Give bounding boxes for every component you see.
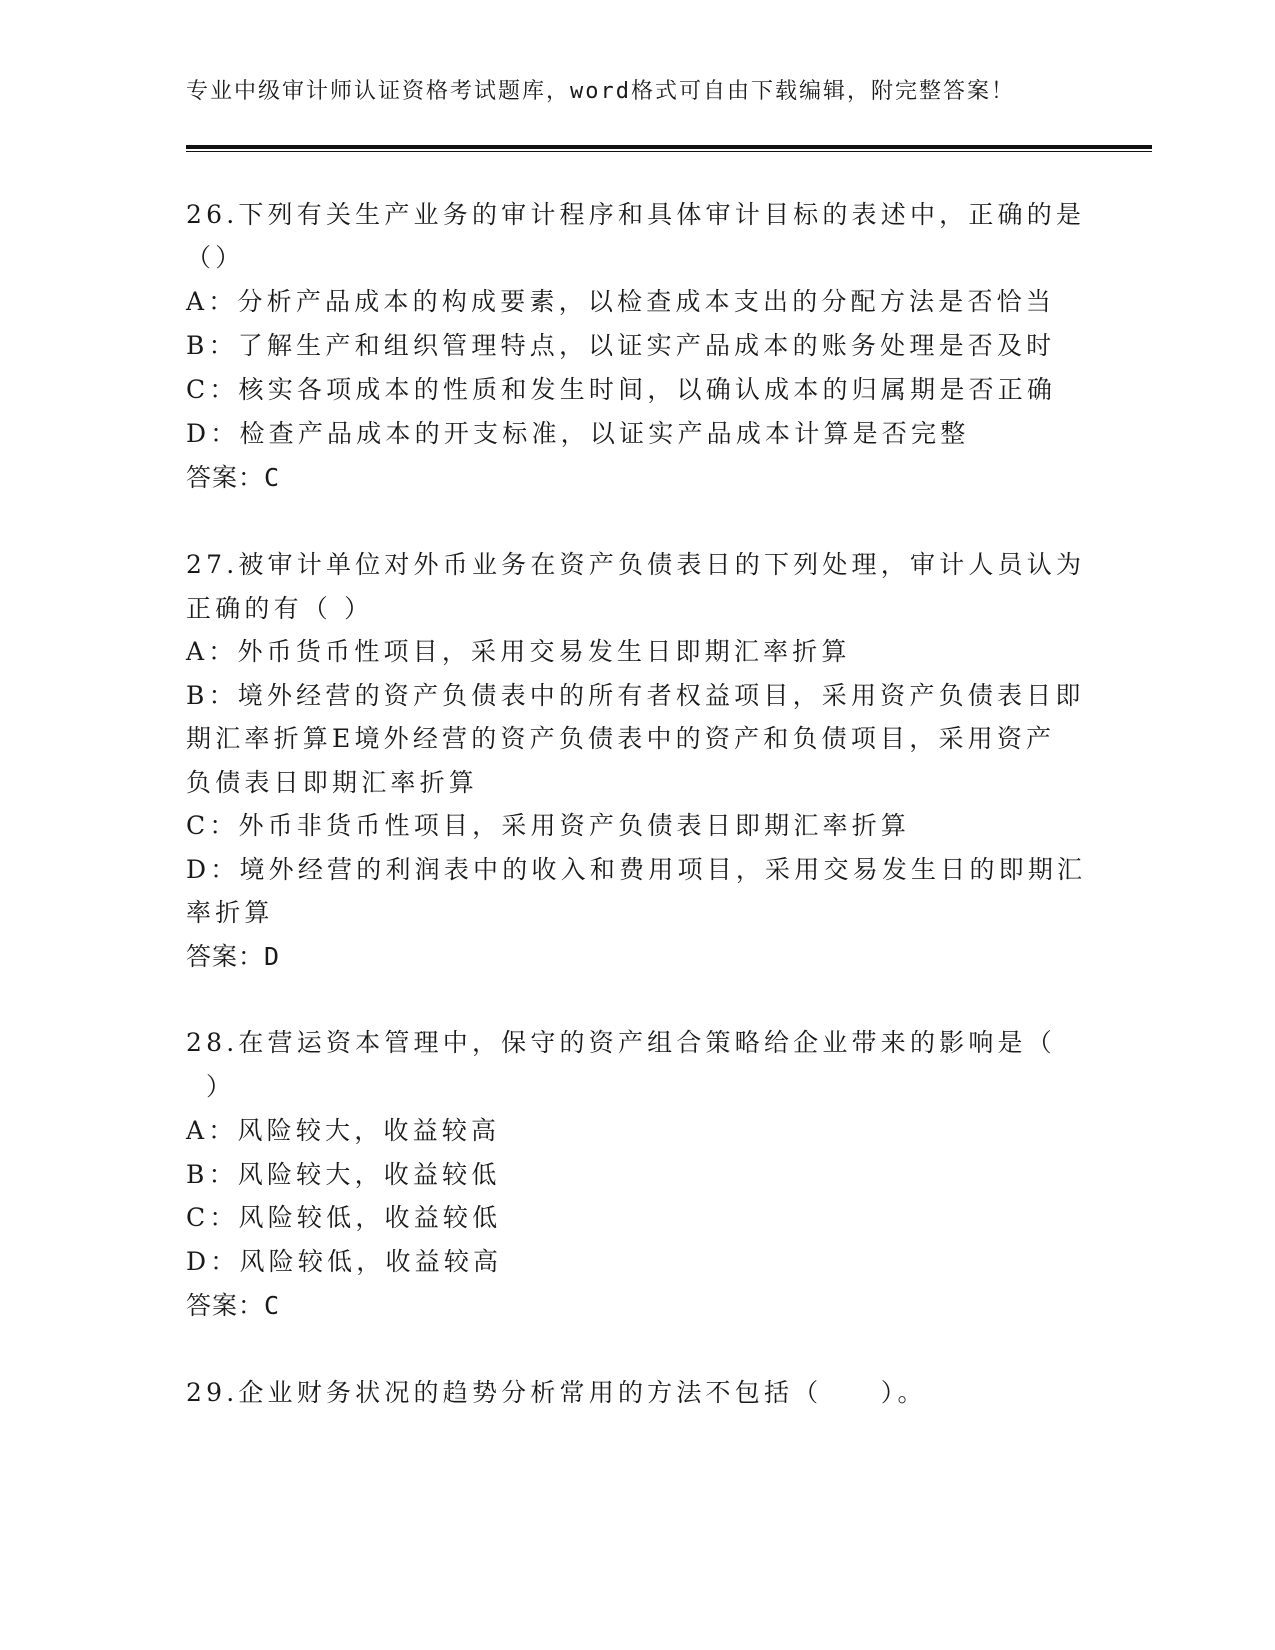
question-27-option-b-cont2: 负债表日即期汇率折算 [186,768,479,797]
header-rule-thin [186,151,1152,152]
question-27-option-b: B：境外经营的资产负债表中的所有者权益项目，采用资产负债表日即 [186,681,1085,710]
header-rule-thick [186,145,1152,149]
question-26-answer [186,463,280,493]
question-28-answer [186,1291,280,1321]
question-27-option-b-cont: 期汇率折算E境外经营的资产负债表中的资产和负债项目，采用资产 [186,724,1056,753]
question-27-option-d: D：境外经营的利润表中的收入和费用项目，采用交易发生日的即期汇 [186,855,1087,884]
question-26-stem: 26.下列有关生产业务的审计程序和具体审计目标的表述中，正确的是 [186,200,1086,229]
answer-value: C [264,1291,281,1320]
question-28-stem-cont: ） [206,1072,236,1101]
question-27-option-d-cont: 率折算 [186,898,274,927]
answer-label: 答案： [186,1291,265,1320]
answer-value: D [264,942,281,971]
question-27-stem: 27.被审计单位对外币业务在资产负债表日的下列处理，审计人员认为 [186,550,1086,579]
answer-value: C [264,463,281,492]
question-27-option-c: C：外币非货币性项目，采用资产负债表日即期汇率折算 [186,811,911,840]
answer-label: 答案： [186,463,265,492]
question-26-option-c: C：核实各项成本的性质和发生时间，以确认成本的归属期是否正确 [186,375,1057,404]
question-28-option-a: A：风险较大，收益较高 [186,1116,501,1145]
answer-label: 答案： [186,942,265,971]
question-29-stem: 29.企业财务状况的趋势分析常用的方法不包括（ ）。 [186,1378,927,1407]
question-26-option-b: B：了解生产和组织管理特点，以证实产品成本的账务处理是否及时 [186,331,1056,360]
question-27-option-a: A：外币货币性项目，采用交易发生日即期汇率折算 [186,637,851,666]
question-27-stem-cont: 正确的有（ ） [186,594,374,623]
page-header: 专业中级审计师认证资格考试题库，word格式可自由下载编辑，附完整答案！ [186,79,1015,104]
question-26-option-a: A：分析产品成本的构成要素，以检查成本支出的分配方法是否恰当 [186,287,1056,316]
question-28-stem: 28.在营运资本管理中，保守的资产组合策略给企业带来的影响是（ [186,1028,1056,1057]
question-27-answer [186,942,280,972]
question-26-option-d: D：检查产品成本的开支标准，以证实产品成本计算是否完整 [186,419,970,448]
question-28-option-b: B：风险较大，收益较低 [186,1160,501,1189]
question-28-option-c: C：风险较低，收益较低 [186,1203,502,1232]
question-28-option-d: D：风险较低，收益较高 [186,1247,503,1276]
question-26-stem-cont: （） [186,243,245,272]
